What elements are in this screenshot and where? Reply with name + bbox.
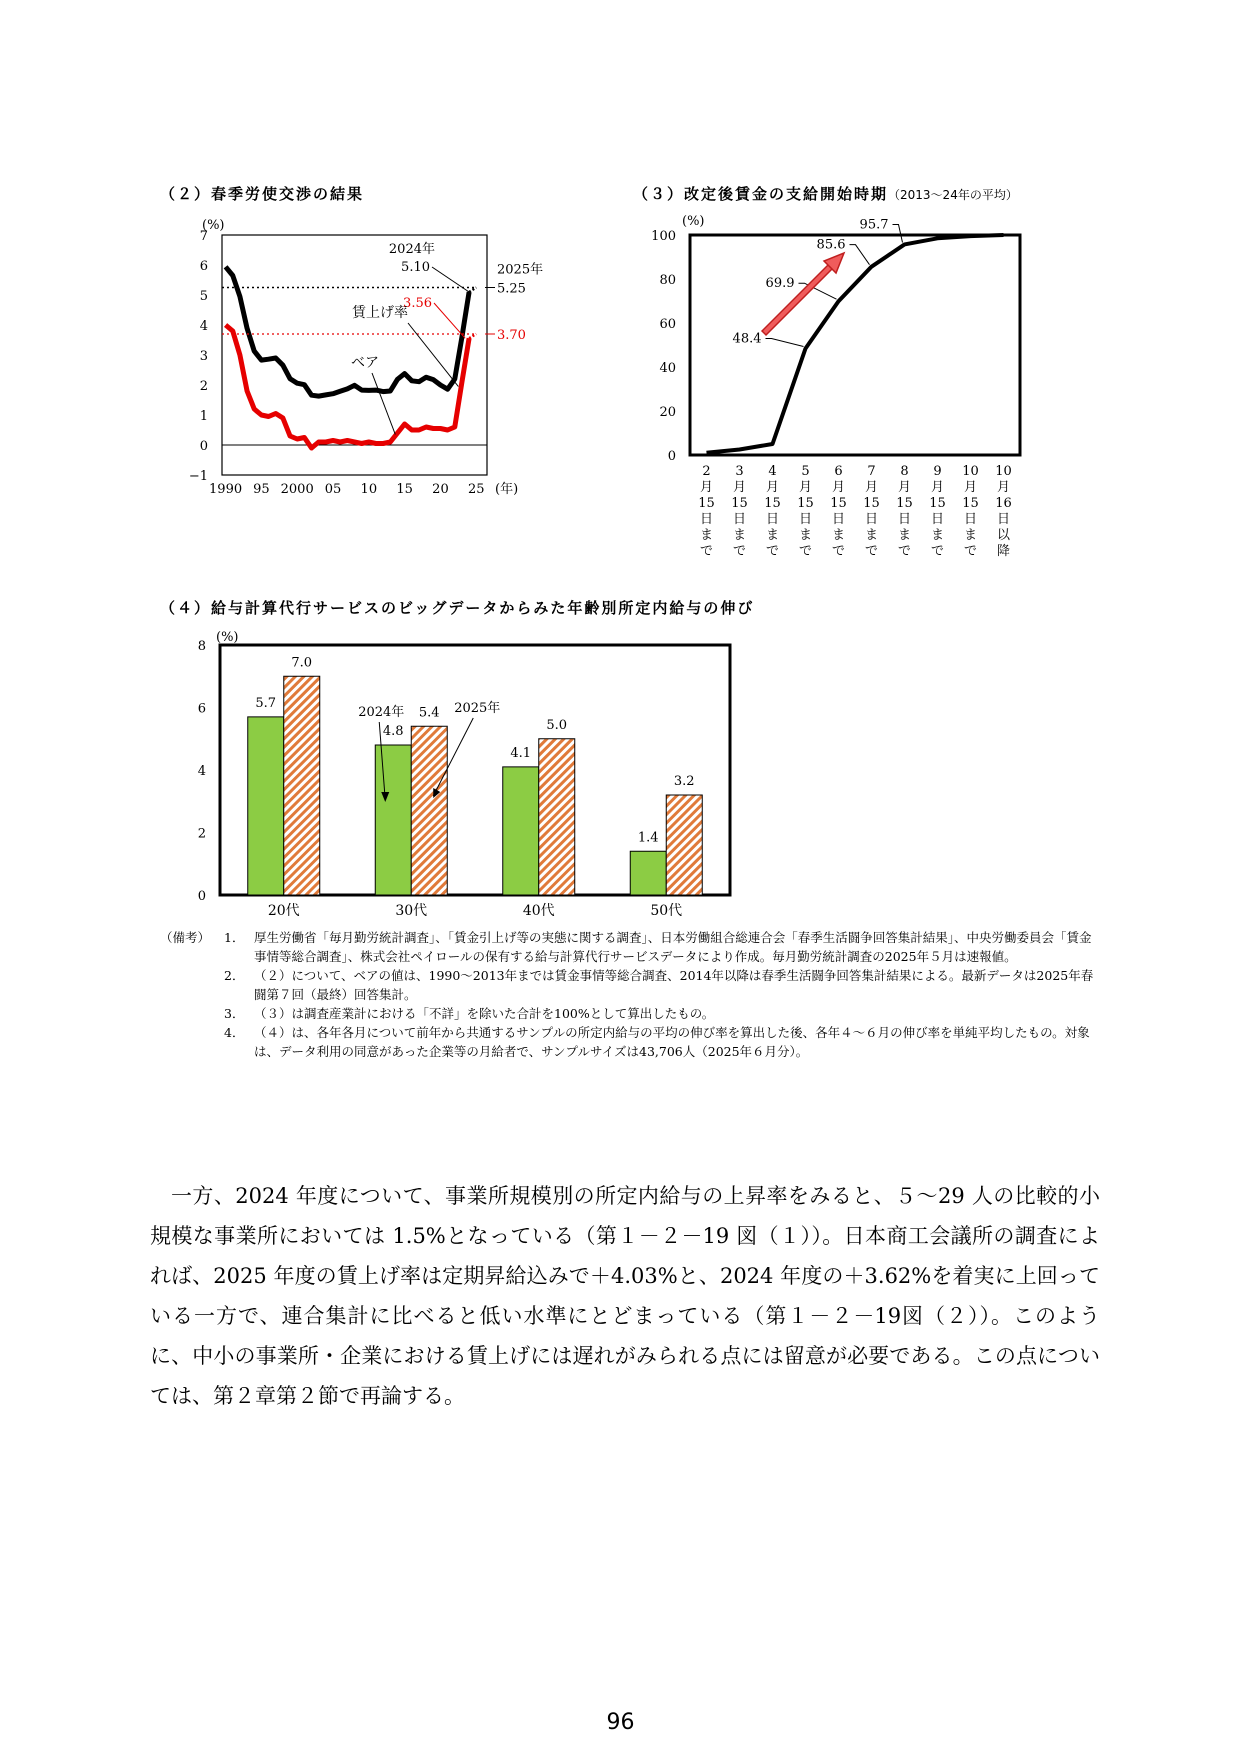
chart2-x-tick-label: 20 bbox=[432, 482, 449, 497]
chart3-x-tick-glyph: 日 bbox=[699, 512, 714, 527]
chart3-x-tick-glyph: 3 bbox=[735, 464, 744, 479]
chart4-data-label: 4.1 bbox=[510, 745, 532, 761]
chart4-bar-2024 bbox=[375, 745, 411, 895]
chart3-x-tick-glyph: 日 bbox=[930, 512, 945, 527]
chart4-y-tick-label: 4 bbox=[197, 764, 206, 779]
chart3-x-tick-glyph: で bbox=[897, 544, 912, 559]
chart4-bar-2024 bbox=[503, 767, 539, 895]
chart3-x-tick-glyph: 月 bbox=[765, 480, 780, 495]
chart3-x-tick-glyph: 15 bbox=[698, 496, 715, 511]
chart4-bar-2024 bbox=[248, 717, 284, 895]
chart3-x-tick-glyph: 月 bbox=[963, 480, 978, 495]
page-number: 96 bbox=[606, 1710, 635, 1735]
chart2-label-2025: 2025年 bbox=[497, 262, 544, 278]
chart2-x-tick-label: 2000 bbox=[280, 482, 314, 497]
chart3-x-tick-glyph: 日 bbox=[831, 512, 846, 527]
chart4-bar-2025 bbox=[539, 739, 575, 895]
note-number: 2． bbox=[224, 968, 245, 983]
chart3-x-tick-glyph: で bbox=[732, 544, 747, 559]
chart4-data-label: 5.7 bbox=[255, 695, 277, 711]
chart3-y-tick-label: 60 bbox=[659, 317, 676, 332]
note-number: 3． bbox=[224, 1006, 245, 1021]
chart3-x-tick-glyph: で bbox=[864, 544, 879, 559]
chart3-x-tick-glyph: 8 bbox=[900, 464, 909, 479]
chart2-x-tick-label: 95 bbox=[253, 482, 270, 497]
chart3-x-tick-glyph: ま bbox=[897, 528, 912, 543]
chart3-x-tick-glyph: 15 bbox=[896, 496, 913, 511]
chart3-x-tick-label bbox=[995, 464, 1012, 559]
chart3-x-tick-glyph: 月 bbox=[732, 480, 747, 495]
chart2-x-tick-label: 15 bbox=[396, 482, 413, 497]
chart3-x-tick-glyph: 日 bbox=[765, 512, 780, 527]
chart4-bar-2024 bbox=[630, 851, 666, 895]
chart2-value-2024-base-up: 3.56 bbox=[403, 296, 432, 311]
chart3-x-tick-glyph: で bbox=[798, 544, 813, 559]
note-item-3 bbox=[160, 1004, 1100, 1023]
chart2-y-tick-label: 3 bbox=[199, 349, 208, 364]
chart3-x-tick-label bbox=[698, 464, 715, 559]
chart3-data-label-leader bbox=[850, 245, 870, 265]
chart3-y-tick-label: 80 bbox=[659, 273, 676, 288]
chart4-x-tick-label: 30代 bbox=[395, 903, 428, 919]
chart4-legend-label-2025: 2025年 bbox=[454, 701, 501, 716]
note-number: 1． bbox=[224, 930, 245, 945]
chart3-x-tick-glyph: ま bbox=[963, 528, 978, 543]
chart2-series-line-wage-rate bbox=[226, 267, 470, 396]
chart2-y-tick-label: 7 bbox=[199, 229, 208, 244]
chart3-x-tick-glyph: 月 bbox=[996, 480, 1011, 495]
chart3-x-tick-glyph: で bbox=[930, 544, 945, 559]
chart3-x-tick-label bbox=[731, 464, 748, 559]
chart3-payment-start-timing bbox=[640, 205, 1060, 575]
chart3-x-tick-glyph: 15 bbox=[863, 496, 880, 511]
chart3-x-tick-glyph: ま bbox=[798, 528, 813, 543]
chart4-data-label: 5.0 bbox=[546, 717, 568, 733]
chart4-x-tick-label: 40代 bbox=[522, 903, 555, 919]
chart3-x-tick-glyph: で bbox=[765, 544, 780, 559]
chart2-spring-wage-negotiation bbox=[180, 205, 600, 515]
chart3-x-tick-glyph: 月 bbox=[699, 480, 714, 495]
chart3-x-tick-label bbox=[863, 464, 880, 559]
chart3-x-tick-glyph: で bbox=[699, 544, 714, 559]
chart2-label-2024: 2024年 bbox=[388, 242, 435, 257]
body-paragraph: 一方、2024 年度について、事業所規模別の所定内給与の上昇率をみると、５～29 人の比較的小規模な事業所においては 1.5%となっている（第１－２－19 図（１））。日本商工会議所の調査によれば、2025 年度の賃上げ率は定期昇給込みで＋4.03%と、2024 年度の＋3.62%を着実に上回っている一方で、連合集計に比べると低い水準にとどまっている（第１－２－19図（２））。このように、中小の事業所・企業における賃上げには遅れがみられる点には留意が必要である。この点については、第２章第２節で再論する。 bbox=[150, 1184, 1100, 1408]
chart4-data-label: 5.4 bbox=[418, 705, 440, 721]
chart4-y-tick-label: 2 bbox=[197, 826, 206, 842]
chart3-title-main: （３）改定後賃金の支給開始時期 bbox=[633, 185, 889, 203]
note-item-1 bbox=[160, 928, 1100, 966]
chart3-data-label: 85.6 bbox=[816, 237, 846, 253]
chart2-title: （２）春季労使交渉の結果 bbox=[160, 185, 365, 203]
chart4-bar-2025 bbox=[666, 795, 702, 895]
chart3-x-tick-glyph: 日 bbox=[732, 512, 747, 527]
chart2-series-label-base-up: ベア bbox=[351, 355, 379, 371]
chart3-x-tick-label bbox=[962, 464, 979, 559]
chart3-up-arrow bbox=[762, 253, 844, 335]
chart3-x-tick-glyph: ま bbox=[831, 528, 846, 543]
chart3-x-tick-label bbox=[929, 464, 946, 559]
chart4-data-label: 1.4 bbox=[637, 830, 659, 846]
chart3-x-tick-glyph: 15 bbox=[962, 496, 979, 511]
chart3-x-tick-glyph: 15 bbox=[830, 496, 847, 511]
chart3-x-tick-glyph: ま bbox=[765, 528, 780, 543]
chart3-x-tick-label bbox=[797, 464, 814, 559]
chart3-y-tick-label: 20 bbox=[659, 405, 676, 420]
chart3-x-tick-label bbox=[764, 464, 781, 559]
chart4-x-tick-label: 20代 bbox=[267, 903, 300, 919]
chart2-value-2025-wage-rate: 5.25 bbox=[497, 281, 526, 297]
body-text bbox=[150, 1176, 1100, 1416]
chart4-bar-2025 bbox=[284, 676, 320, 895]
note-number: 4． bbox=[224, 1025, 245, 1040]
chart3-x-tick-glyph: 15 bbox=[929, 496, 946, 511]
chart3-x-tick-glyph: 月 bbox=[930, 480, 945, 495]
chart3-y-unit: (%) bbox=[682, 214, 705, 229]
chart3-x-tick-glyph: 降 bbox=[996, 544, 1011, 559]
chart4-age-wage-growth bbox=[180, 620, 760, 920]
chart3-x-tick-glyph: 16 bbox=[995, 496, 1012, 511]
note-item-4 bbox=[160, 1023, 1100, 1061]
chart3-x-tick-label bbox=[896, 464, 913, 559]
chart4-y-tick-label: 6 bbox=[197, 701, 206, 717]
notes bbox=[160, 928, 1100, 1061]
chart4-legend-label-2024: 2024年 bbox=[358, 705, 405, 720]
chart3-x-tick-glyph: 7 bbox=[867, 464, 876, 479]
chart3-x-tick-glyph: 月 bbox=[798, 480, 813, 495]
chart3-x-tick-glyph: 月 bbox=[897, 480, 912, 495]
chart2-y-tick-label: 4 bbox=[199, 319, 208, 334]
chart2-y-tick-label: 6 bbox=[199, 259, 208, 274]
chart3-x-tick-glyph: 15 bbox=[764, 496, 781, 511]
chart3-x-tick-glyph: 以 bbox=[996, 528, 1011, 543]
chart2-x-tick-label: 10 bbox=[360, 482, 378, 497]
chart3-x-tick-glyph: 月 bbox=[864, 480, 879, 495]
chart2-value-2025-base-up: 3.70 bbox=[497, 328, 526, 343]
chart4-data-label: 7.0 bbox=[291, 655, 313, 671]
chart3-data-label: 48.4 bbox=[732, 331, 762, 347]
chart4-y-tick-label: 0 bbox=[197, 889, 206, 904]
chart3-data-label: 69.9 bbox=[765, 276, 795, 292]
chart3-x-tick-glyph: 6 bbox=[834, 464, 843, 479]
chart4-data-label: 4.8 bbox=[382, 724, 404, 739]
chart3-x-tick-glyph: 10 bbox=[962, 464, 979, 479]
chart3-x-tick-glyph: 日 bbox=[864, 512, 879, 527]
chart2-y-tick-label: 2 bbox=[199, 379, 208, 394]
chart3-x-tick-glyph: ま bbox=[864, 528, 879, 543]
chart3-x-tick-glyph: 15 bbox=[797, 496, 814, 511]
chart2-x-tick-label: 1990 bbox=[209, 482, 243, 497]
chart3-x-tick-glyph: で bbox=[831, 544, 846, 559]
chart3-y-tick-label: 100 bbox=[651, 229, 676, 244]
chart3-y-tick-label: 0 bbox=[667, 449, 676, 464]
chart3-x-tick-glyph: ま bbox=[930, 528, 945, 543]
chart4-title: （４）給与計算代行サービスのビッグデータからみた年齢別所定内給与の伸び bbox=[160, 599, 755, 617]
chart3-x-tick-glyph: ま bbox=[699, 528, 714, 543]
chart2-y-tick-label: 0 bbox=[199, 439, 208, 454]
chart2-leader-2024-red bbox=[434, 303, 465, 338]
chart2-leader-base-up bbox=[372, 373, 395, 435]
chart3-x-tick-glyph: 日 bbox=[897, 512, 912, 527]
notes-head: （備考） bbox=[160, 930, 211, 945]
note-text: （２）について、ベアの値は、1990～2013年までは賃金事情等総合調査、2014年以降は春季生活闘争回答集計結果による。最新データは2025年春闘第７回（最終）回答集計。 bbox=[254, 968, 1094, 1002]
chart3-x-tick-glyph: 日 bbox=[996, 512, 1011, 527]
chart3-data-label-leader bbox=[893, 224, 903, 242]
chart3-subtitle: （2013～24年の平均） bbox=[888, 188, 1018, 202]
chart2-latest-segment-base-up bbox=[469, 334, 476, 338]
chart4-bar-2025 bbox=[411, 726, 447, 895]
chart2-value-2024-wage-rate: 5.10 bbox=[401, 260, 430, 275]
chart4-y-tick-label: 8 bbox=[197, 639, 206, 654]
chart4-data-label: 3.2 bbox=[673, 774, 695, 789]
chart2-y-tick-label: 5 bbox=[199, 289, 208, 304]
note-text: 厚生労働省「毎月勤労統計調査」、「賃金引上げ等の実態に関する調査」、日本労働組合総連合会「春季生活闘争回答集計結果」、中央労働委員会「賃金事情等総合調査」、株式会社ペイロールの保有する給与計算代行サービスデータにより作成。毎月勤労統計調査の2025年５月は速報値。 bbox=[254, 930, 1092, 964]
chart3-data-label: 95.7 bbox=[859, 217, 889, 233]
note-item-2 bbox=[160, 966, 1100, 1004]
chart3-x-tick-glyph: 日 bbox=[963, 512, 978, 527]
chart4-y-unit: (%) bbox=[216, 630, 239, 645]
chart3-x-tick-glyph: で bbox=[963, 544, 978, 559]
chart4-x-tick-label: 50代 bbox=[650, 903, 683, 919]
chart2-y-tick-label: −1 bbox=[188, 469, 208, 484]
chart3-x-tick-glyph: 5 bbox=[801, 464, 810, 479]
chart2-x-tick-label: 05 bbox=[324, 482, 342, 497]
chart2-series-label-wage-rate: 賃上げ率 bbox=[352, 305, 408, 321]
chart3-x-tick-glyph: 2 bbox=[702, 464, 711, 479]
chart3-data-label-leader bbox=[766, 339, 804, 347]
chart2-y-unit: (%) bbox=[202, 218, 225, 233]
chart2-y-tick-label: 1 bbox=[199, 409, 208, 424]
note-text: （４）は、各年各月について前年から共通するサンプルの所定内給与の平均の伸び率を算出した後、各年４～６月の伸び率を単純平均したもの。対象は、データ利用の同意があった企業等の月給者で、サンプルサイズは43,706人（2025年６月分）。 bbox=[254, 1025, 1090, 1059]
chart3-y-tick-label: 40 bbox=[659, 361, 676, 376]
chart3-x-tick-glyph: 10 bbox=[995, 464, 1012, 479]
chart3-x-tick-glyph: 15 bbox=[731, 496, 748, 511]
chart3-x-tick-label bbox=[830, 464, 847, 559]
chart2-x-tick-label: 25 bbox=[467, 482, 485, 497]
chart2-x-unit: (年) bbox=[495, 482, 519, 497]
chart3-x-tick-glyph: 4 bbox=[768, 464, 777, 479]
chart3-x-tick-glyph: 月 bbox=[831, 480, 846, 495]
chart3-x-tick-glyph: 日 bbox=[798, 512, 813, 527]
note-text: （３）は調査産業計における「不詳」を除いた合計を100%として算出したもの。 bbox=[254, 1006, 715, 1021]
chart3-x-tick-glyph: 9 bbox=[933, 464, 942, 479]
chart3-x-tick-glyph: ま bbox=[732, 528, 747, 543]
chart3-title bbox=[633, 183, 1018, 204]
